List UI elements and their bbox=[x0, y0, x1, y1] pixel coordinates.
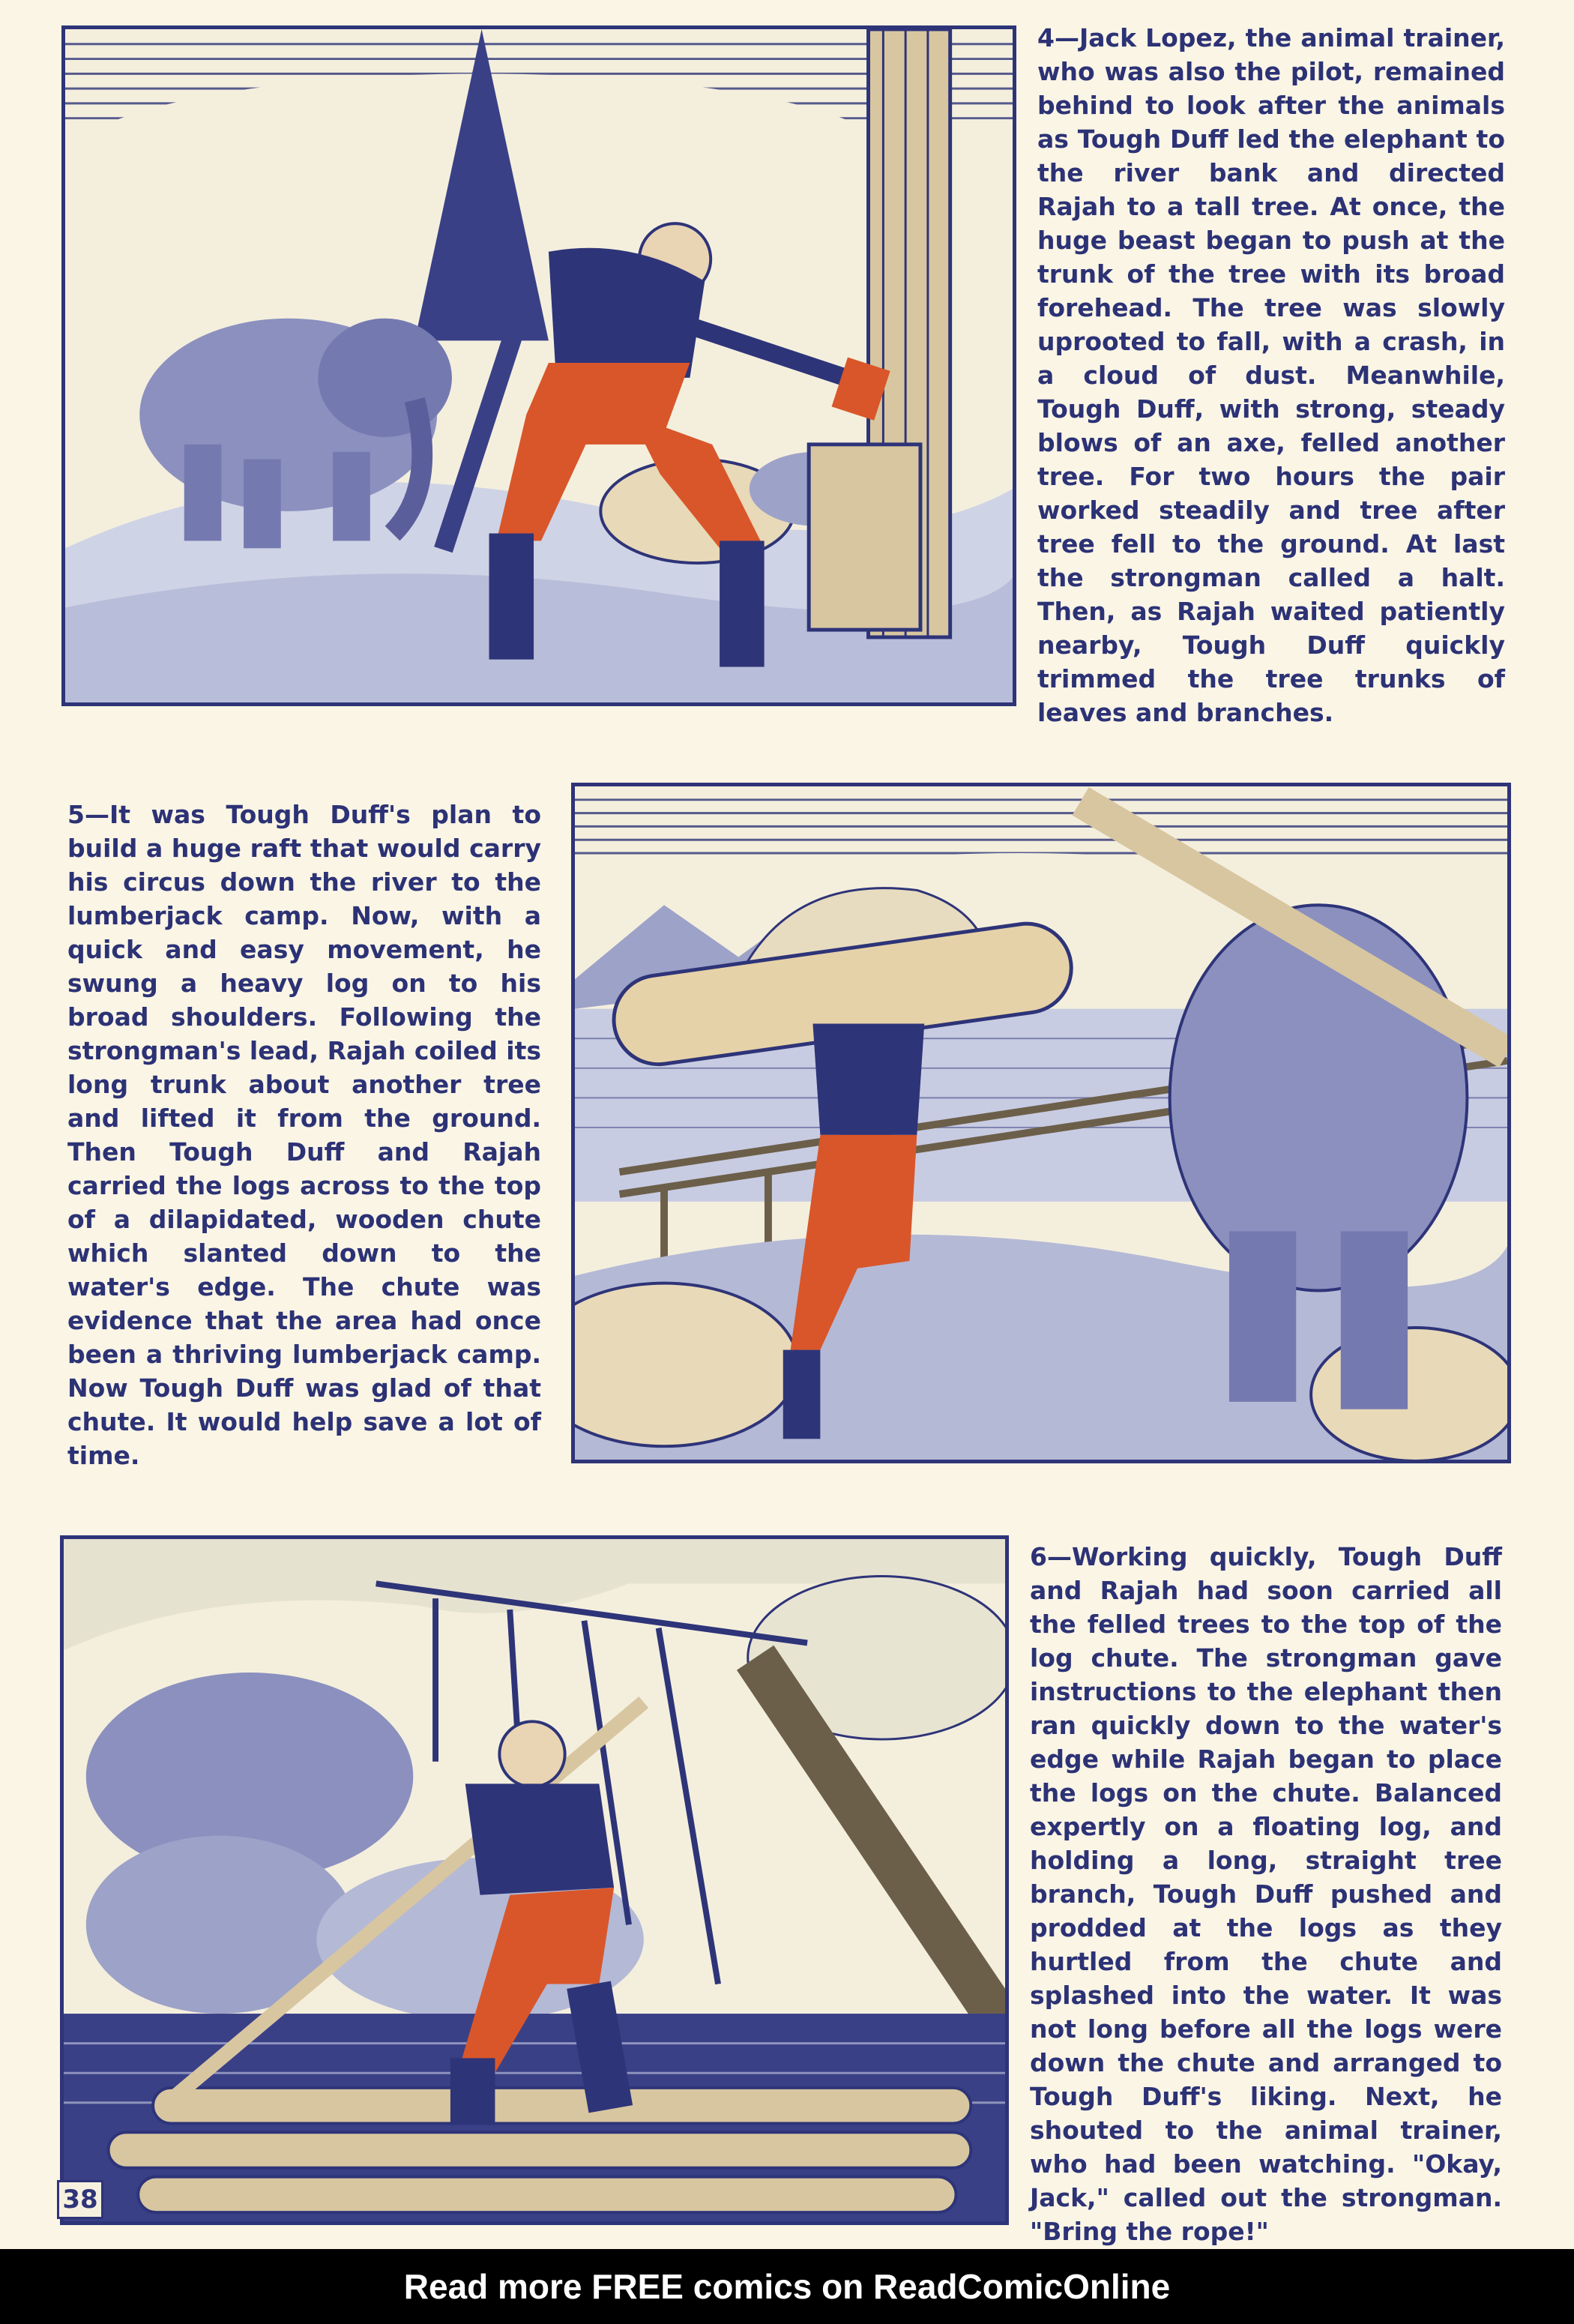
panel-6-illustration bbox=[60, 1535, 1009, 2225]
read-more-banner[interactable]: Read more FREE comics on ReadComicOnline bbox=[0, 2249, 1574, 2324]
panel-6-caption: 6—Working quickly, Tough Duff and Rajah had soon carried all the felled trees to the top of the log chute. The strongman gave instructions to the elephant then ran quickly down to the water's edge while Rajah began to place the logs on the chute. Balanced expertly on a floating log, and holding a long, straight tree branch, Tough Duff pushed and prodded at the logs as they hurtled from the chute and splashed into the water. It was not long before all the logs were down the chute and arranged to Tough Duff's liking. Next, he shouted to the animal trainer, who had been watching. "Okay, Jack," called out the strongman. "Bring the rope!" bbox=[1030, 1542, 1502, 2246]
panel-5-caption: 5—It was Tough Duff's plan to build a huge raft that would carry his circus down the river to the lumberjack camp. Now, with a quick and easy movement, he swung a heavy log on to his broad shoulders. Following the strongman's lead, Rajah coiled its long trunk about another tree and lifted it from the ground. Then Tough Duff and Rajah carried the logs across to the top of a dilapidated, wooden chute which slanted down to the water's edge. The chute was evidence that the area had once been a thriving lumberjack camp. Now Tough Duff was glad of that chute. It would help save a lot of time. bbox=[67, 800, 541, 1470]
panel-4-illustration bbox=[61, 25, 1016, 706]
log-carrying-scene bbox=[575, 786, 1507, 1460]
panel-5-illustration bbox=[571, 783, 1511, 1463]
page-number: 38 bbox=[57, 2180, 103, 2219]
raft-building-scene bbox=[64, 1539, 1005, 2221]
panel-4-caption: 4—Jack Lopez, the animal trainer, who was also the pilot, remained behind to look after the animals as Tough Duff led the elephant to the river bank and directed Rajah to a tall tree. At once, the huge beast began to push at the trunk of the tree with its broad forehead. The tree was slowly uprooted to fall, with a crash, in a cloud of dust. Meanwhile, Tough Duff, with strong, steady blows of an axe, felled another tree. For two hours the pair worked steadily and tree after tree fell to the ground. At last the strongman called a halt. Then, as Rajah waited patiently nearby, Tough Duff quickly trimmed the tree trunks of leaves and branches. bbox=[1037, 23, 1505, 727]
woodcutting-scene bbox=[65, 29, 1013, 702]
